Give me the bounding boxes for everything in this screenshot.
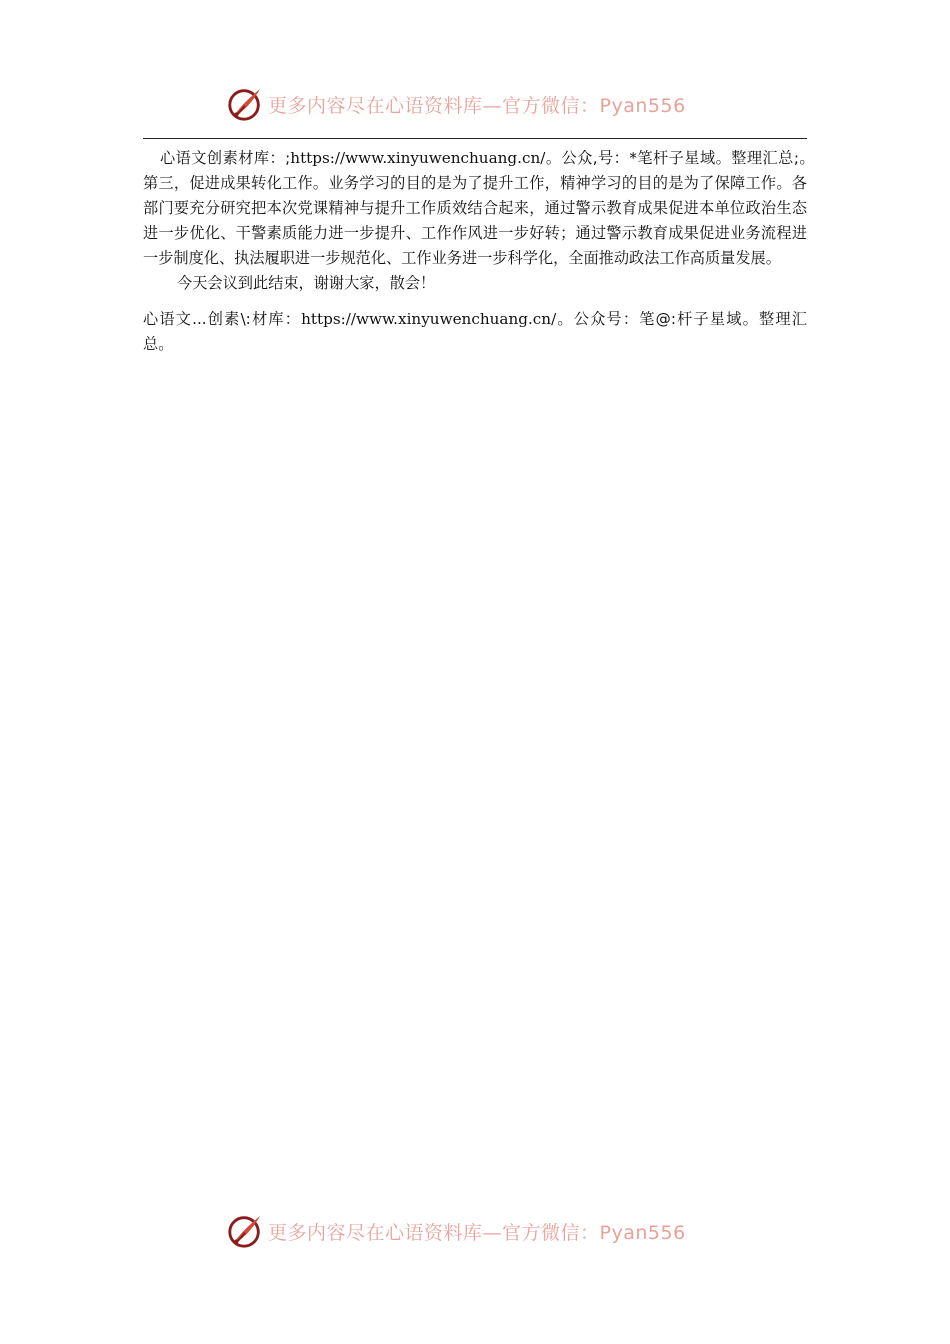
- footer-banner: [226, 1209, 726, 1253]
- quill-pen-logo-icon: [226, 1212, 264, 1250]
- footer-banner-text: 更多内容尽在心语资料库—官方微信：Pyan556: [268, 1221, 686, 1244]
- footer-banner-id: Pyan556: [599, 1221, 686, 1244]
- header-banner-text: 更多内容尽在心语资料库—官方微信：Pyan556: [268, 94, 686, 117]
- quill-pen-logo-icon: [226, 85, 264, 123]
- document-body: [143, 146, 823, 357]
- header-divider: [143, 138, 807, 139]
- paragraph-3-url: https://www.xinyuwenchuang.cn/: [301, 310, 557, 328]
- paragraph-2: 今天会议到此结束，谢谢大家，散会！: [177, 274, 436, 292]
- paragraph-3: 心语文...创素\:材库：https://www.xinyuwenchuang.cn/。公众号：笔@:杆子星域。整理汇总。: [143, 310, 807, 353]
- paragraph-1: 心语文创素材库：;https://www.xinyuwenchuang.cn/。公众,号：*笔杆子星域。整理汇总;。 第三，促进成果转化工作。业务学习的目的是为了提升工作，精神学习的目的是为了保障工作。各部门要充分研究把本次党课精神与提升工作质效结合起来，通过警示教育成果促进本单位政治生态进一步优化、干警素质能力进一步提升、工作作风进一步好转；通过警示教育成果促进业务流程进一步制度化、执法履职进一步规范化、工作业务进一步科学化，全面推动政法工作高质量发展。: [143, 149, 823, 267]
- header-banner-id: Pyan556: [599, 94, 686, 117]
- header-banner: [226, 82, 726, 126]
- paragraph-1-url: https://www.xinyuwenchuang.cn/: [290, 149, 546, 167]
